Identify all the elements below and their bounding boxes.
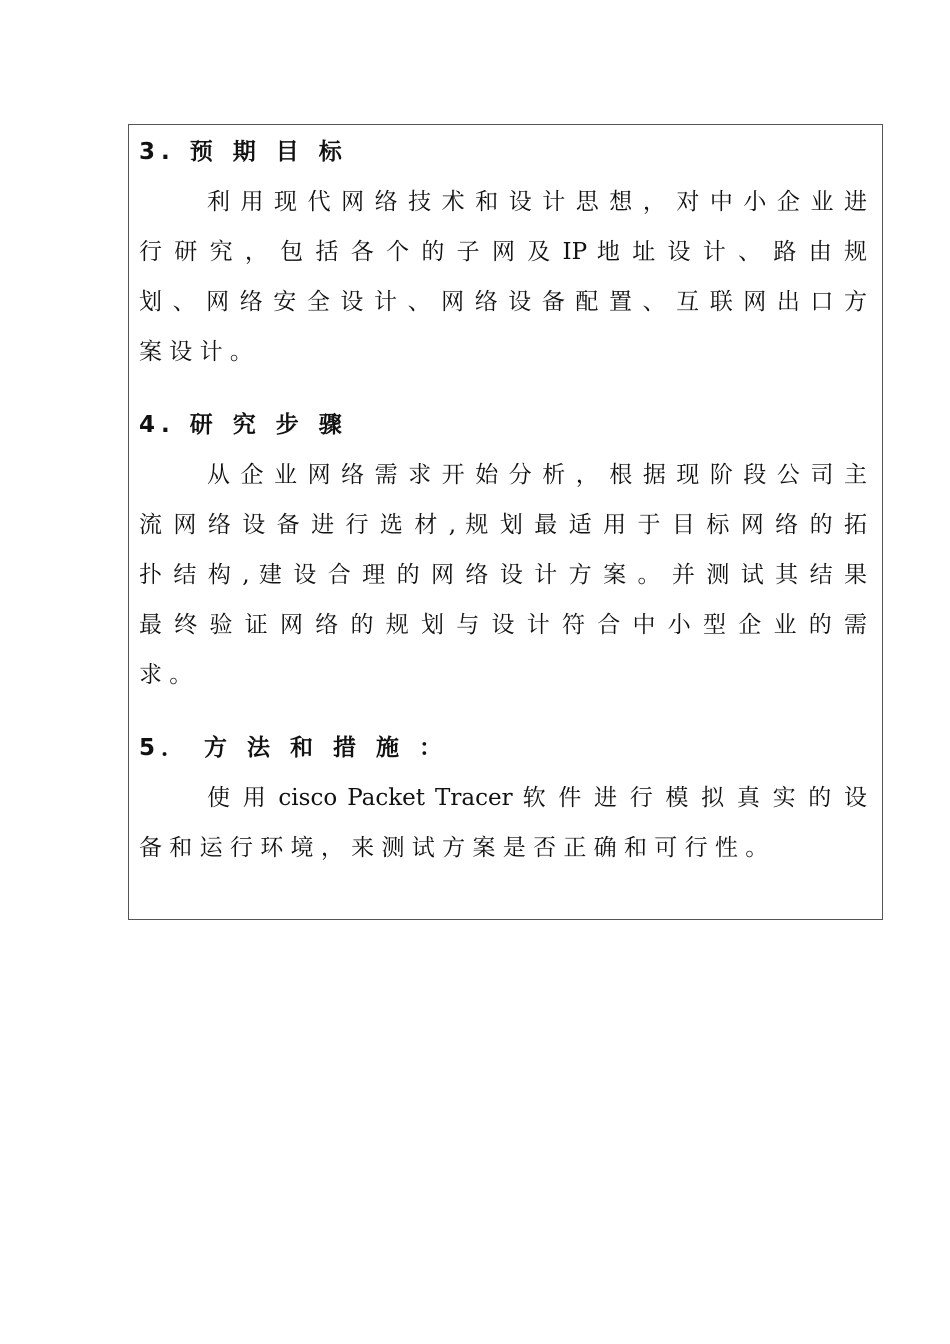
paragraph-line: 行 研 究 ， 包 括 各 个 的 子 网 及 IP 地 址 设 计 、 路 由 规 xyxy=(139,239,867,265)
section-heading: 3. 预 期 目 标 xyxy=(139,139,348,165)
paragraph-line: 利 用 现 代 网 络 技 术 和 设 计 思 想 ， 对 中 小 企 业 进 xyxy=(207,189,867,215)
section-paragraph xyxy=(139,773,867,873)
section-heading: 5． 方 法 和 措 施 ： xyxy=(139,735,449,761)
paragraph-line: 备 和 运 行 环 境 ， 来 测 试 方 案 是 否 正 确 和 可 行 性 。 xyxy=(139,835,769,861)
paragraph-line: 使 用 cisco Packet Tracer 软 件 进 行 模 拟 真 实 的 设 xyxy=(207,785,867,811)
section-paragraph xyxy=(139,450,867,700)
section-paragraph xyxy=(139,177,867,377)
section-heading: 4. 研 究 步 骤 xyxy=(139,412,348,438)
content-box xyxy=(128,124,883,920)
paragraph-line: 划 、 网 络 安 全 设 计 、 网 络 设 备 配 置 、 互 联 网 出 口 方 xyxy=(139,289,867,315)
paragraph-line: 扑 结 构 , 建 设 合 理 的 网 络 设 计 方 案 。 并 测 试 其 结 果 xyxy=(139,562,867,588)
section-methods xyxy=(139,733,867,873)
paragraph-line: 从 企 业 网 络 需 求 开 始 分 析 ， 根 据 现 阶 段 公 司 主 xyxy=(207,462,867,488)
paragraph-line: 流 网 络 设 备 进 行 选 材 , 规 划 最 适 用 于 目 标 网 络 的 拓 xyxy=(139,512,867,538)
paragraph-line: 案 设 计 。 xyxy=(139,339,253,365)
paragraph-line: 求 。 xyxy=(139,662,193,688)
paragraph-line: 最 终 验 证 网 络 的 规 划 与 设 计 符 合 中 小 型 企 业 的 需 xyxy=(139,612,867,638)
section-research-steps xyxy=(139,410,867,700)
section-expected-goals xyxy=(139,137,867,377)
